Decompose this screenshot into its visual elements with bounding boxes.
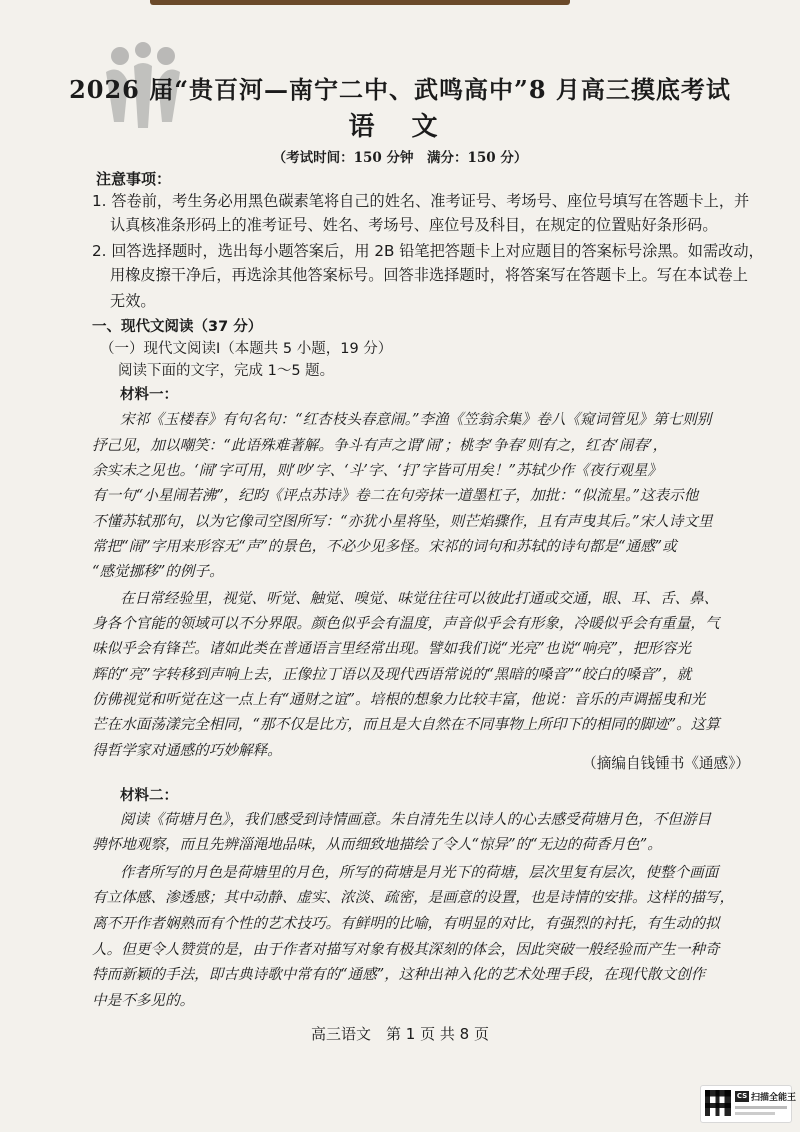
material-2-line: 人。但更令人赞赏的是，由于作者对描写对象有极其深刻的体会，因此突破一般经验而产生一种奇	[92, 941, 720, 958]
material-1-line: 抒己见，加以嘲笑：“此语殊难著解。争斗有声之谓‘闹’；桃李‘争春’则有之，红杏‘闹春’，	[92, 437, 668, 454]
scanner-watermark-badge	[700, 1085, 797, 1123]
material-1-line: 辉的“亮”字转移到声响上去，正像拉丁语以及现代西语常说的“黑暗的嗓音”“皎白的嗓音”，就	[92, 666, 692, 683]
top-edge-strip	[150, 0, 570, 5]
material-1-line: “感觉挪移”的例子。	[92, 563, 224, 580]
exam-time-score: （考试时间：150 分钟 满分：150 分）	[272, 150, 528, 166]
material-1-line: 常把“闹”字用来形容无“声”的景色，不必少见多怪。宋祁的词句和苏轼的诗句都是“通感”或	[92, 538, 677, 555]
notice-item-2-line-3: 无效。	[110, 292, 156, 310]
exam-title: 2026 届“贵百河—南宁二中、武鸣高中”8 月高三摸底考试	[69, 75, 731, 104]
material-1-line: 味似乎会有锋芒。诸如此类在普通语言里经常出现。譬如我们说“光亮”也说“响亮”，把形容光	[92, 640, 692, 657]
notice-item-2-line-2: 用橡皮擦干净后，再选涂其他答案标号。回答非选择题时，将答案写在答题卡上。写在本试卷上	[110, 266, 748, 284]
qr-code-icon	[705, 1090, 731, 1116]
subject-title: 语 文	[348, 112, 452, 142]
section-1-heading: 一、现代文阅读（37 分）	[92, 319, 263, 335]
material-2-line: 中是不多见的。	[92, 992, 195, 1009]
page-footer: 高三语文 第 1 页 共 8 页	[311, 1025, 489, 1043]
material-1-line: 余实未之见也。‘闹’字可用，则‘吵’字、‘斗’字、‘打’字皆可用矣！”苏轼少作《夜行观星》	[92, 462, 662, 479]
material-1-line: 得哲学家对通感的巧妙解释。	[92, 742, 282, 759]
material-1-line: 在日常经验里，视觉、听觉、触觉、嗅觉、味觉往往可以彼此打通或交通，眼、耳、舌、鼻、	[120, 590, 719, 607]
material-1-line: 不懂苏轼那句，以为它像司空图所写：“亦犹小星将坠，则芒焰骤作，且有声曳其后。”宋人诗文里	[92, 513, 713, 530]
material-2-line: 有立体感、渗透感；其中动静、虚实、浓淡、疏密，是画意的设置，也是诗情的安排。这样的描写，	[92, 889, 735, 906]
material-2-line: 作者所写的月色是荷塘里的月色，所写的荷塘是月光下的荷塘，层次里复有层次，使整个画面	[120, 864, 719, 881]
material-1-line: 芒在水面荡漾完全相同，“那不仅是比方，而且是大自然在不同事物上所印下的相同的脚迹”。这算	[92, 716, 720, 733]
reading-instruction: 阅读下面的文字，完成 1～5 题。	[118, 363, 335, 379]
material-2-line: 离不开作者娴熟而有个性的艺术技巧。有鲜明的比喻，有明显的对比，有强烈的衬托，有生动的拟	[92, 915, 720, 932]
section-1-sub-heading: （一）现代文阅读Ⅰ（本题共 5 小题，19 分）	[100, 341, 393, 357]
material-1-label: 材料一：	[120, 387, 178, 403]
material-2-line: 骋怀地观察，而且先辨淄渑地品味，从而细致地描绘了令人“惊异”的“无边的荷香月色”。	[92, 836, 662, 853]
scanner-app-name: 扫描全能王	[751, 1093, 797, 1103]
material-2-line: 特而新颖的手法，即古典诗歌中常有的“通感”，这种出神入化的艺术处理手段，在现代散文创作	[92, 966, 706, 983]
material-2-label: 材料二：	[120, 788, 178, 804]
notice-item-1-line-1: 1. 答卷前，考生务必用黑色碳素笔将自己的姓名、准考证号、考场号、座位号填写在答题卡上，并	[92, 192, 750, 210]
material-1-line: 宋祁《玉楼春》有句名句：“红杏枝头春意闹。”李渔《笠翁余集》卷八《窥词管见》第七则别	[120, 411, 712, 428]
scanner-subtext-line	[735, 1112, 775, 1115]
notice-item-1-line-2: 认真核准条形码上的准考证号、姓名、考场号、座位号及科目，在规定的位置贴好条形码。	[110, 216, 718, 234]
material-1-line: 身各个官能的领域可以不分界限。颜色似乎会有温度，声音似乎会有形象，冷暖似乎会有重量，气	[92, 615, 720, 632]
material-1-line: 仿佛视觉和听觉在这一点上有“通财之谊”。培根的想象力比较丰富，他说：音乐的声调摇曳和光	[92, 691, 706, 708]
notice-item-2-line-1: 2. 回答选择题时，选出每小题答案后，用 2B 铅笔把答题卡上对应题目的答案标号涂黑。如需改动，	[92, 242, 764, 260]
scanner-subtext-line	[735, 1106, 787, 1109]
material-1-source: （摘编自钱锺书《通感》）	[582, 755, 750, 772]
notice-heading: 注意事项：	[96, 170, 172, 188]
material-2-line: 阅读《荷塘月色》，我们感受到诗情画意。朱自清先生以诗人的心去感受荷塘月色，不但游目	[120, 811, 712, 828]
camscanner-logo-icon: CS	[736, 1092, 748, 1100]
material-1-line: 有一句“小星闹若沸”，纪昀《评点苏诗》卷二在句旁抹一道墨杠子，加批：“似流星。”这表示他	[92, 487, 699, 504]
